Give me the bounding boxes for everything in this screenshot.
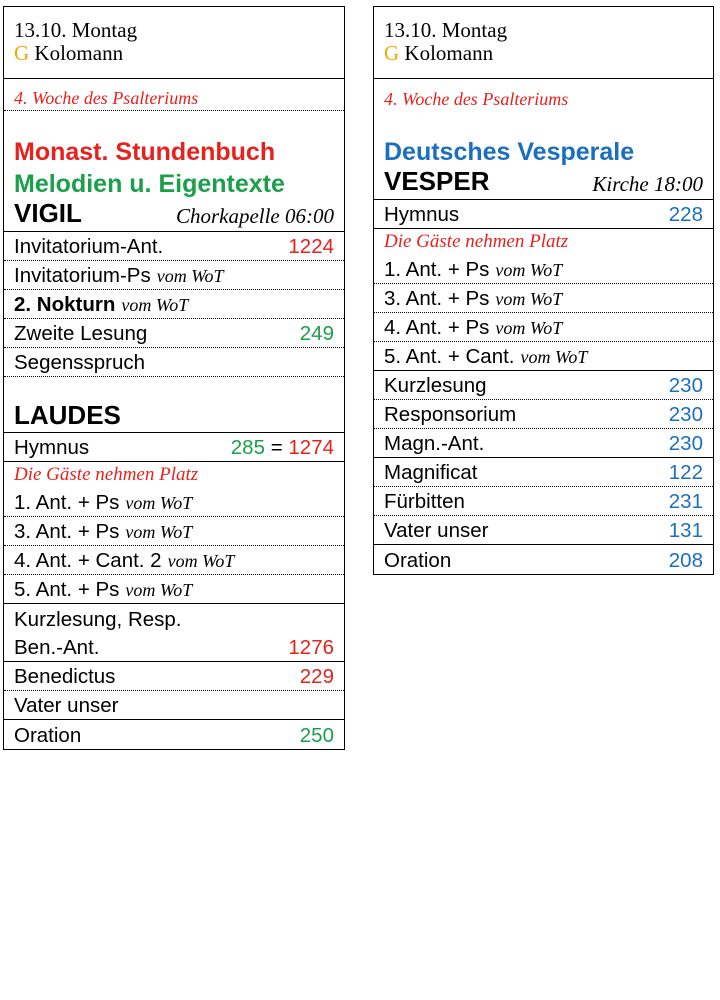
liturgical-color-letter: G [14,41,30,65]
vigil-header [4,200,344,232]
list-item: 5. Ant. + Ps vom WoT [4,575,344,604]
psalter-week: 4. Woche des Psalteriums [384,89,569,109]
list-item: 1. Ant. + Ps vom WoT [4,488,344,517]
book-title-row [374,136,713,168]
list-item: Invitatorium-Ps vom WoT [4,261,344,290]
book-title: Deutsches Vesperale [384,138,635,166]
list-item: Kurzlesung 230 [374,371,713,400]
book-subtitle-row [4,168,344,200]
right-panel [373,6,714,575]
guests-note: Die Gäste nehmen Platz [384,231,569,252]
vigil-title: VIGIL [14,198,82,228]
laudes-header [4,400,344,433]
saint-name: Kolomann [34,41,124,65]
hymnus-row: Hymnus 285 = 1274 [4,433,344,462]
list-item: Oration 208 [384,549,703,572]
vesper-title: VESPER [384,166,490,196]
left-panel [3,6,345,750]
list-item: Responsorium 230 [374,400,713,429]
liturgical-color-letter: G [384,41,400,65]
list-item: 3. Ant. + Ps vom WoT [4,517,344,546]
list-item: Vater unser [4,691,344,720]
list-item: Vater unser 131 [374,516,713,545]
list-item: 2. Nokturn vom WoT [4,290,344,319]
saint-name: Kolomann [404,41,494,65]
list-item: Invitatorium-Ant. 1224 [4,232,344,261]
list-item: 3. Ant. + Ps vom WoT [374,284,713,313]
date-text: 13.10. Montag [384,18,508,42]
list-item: Oration 250 [14,724,334,747]
list-item: Ben.-Ant. 1276 [4,633,344,662]
list-item: Segensspruch [4,348,344,377]
guests-note: Die Gäste nehmen Platz [14,464,199,485]
list-item: Fürbitten 231 [374,487,713,516]
book-subtitle: Melodien u. Eigentexte [14,170,285,198]
list-item: 4. Ant. + Ps vom WoT [374,313,713,342]
list-item: 4. Ant. + Cant. 2 vom WoT [4,546,344,575]
date-block [374,7,713,79]
vesper-header [374,168,713,200]
list-item: Magnificat 122 [374,458,713,487]
laudes-title: LAUDES [14,400,121,430]
date-block [4,7,344,79]
list-item: Benedictus 229 [4,662,344,691]
book-title: Monast. Stundenbuch [14,138,276,166]
list-item: Zweite Lesung 249 [4,319,344,348]
hymnus-row: Hymnus 228 [374,200,713,229]
list-item: 1. Ant. + Ps vom WoT [374,255,713,284]
list-item: 5. Ant. + Cant. vom WoT [374,342,713,371]
psalter-week: 4. Woche des Psalteriums [4,79,344,111]
book-title-row [4,136,344,168]
list-item: Kurzlesung, Resp. [14,608,182,631]
vigil-location: Chorkapelle 06:00 [175,204,334,228]
vesper-location: Kirche 18:00 [592,172,703,196]
date-text: 13.10. Montag [14,18,138,42]
list-item: Magn.-Ant. 230 [374,429,713,458]
